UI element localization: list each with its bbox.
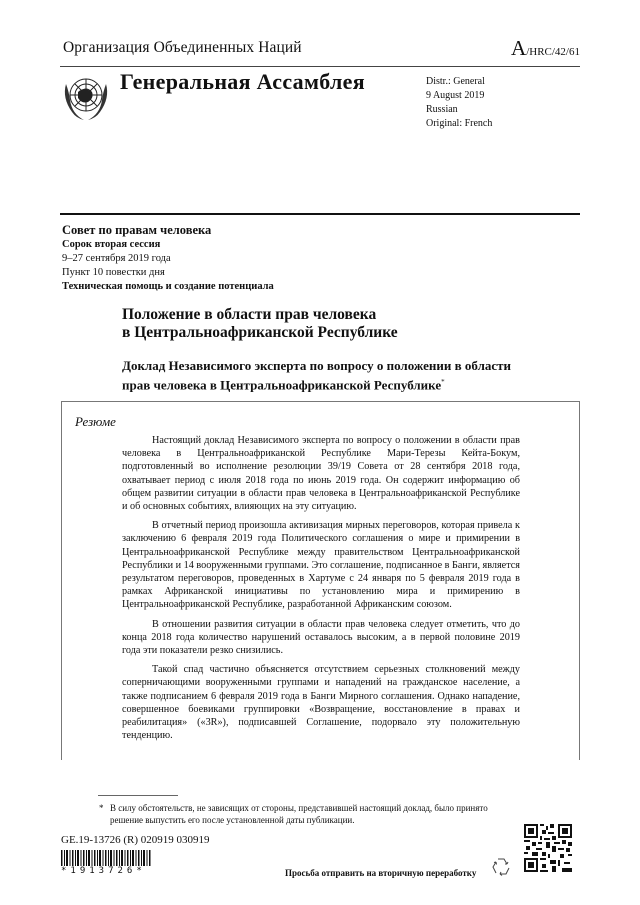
footnote-rule bbox=[98, 795, 178, 796]
council-info bbox=[62, 222, 274, 294]
footnote bbox=[99, 802, 520, 826]
footnote-text: В силу обстоятельств, не зависящих от стороны, представившей настоящий доклад, было принято решение выпустить его после установленной даты публикации. bbox=[110, 803, 488, 825]
section-rule bbox=[60, 213, 580, 215]
agenda-title: Техническая помощь и создание потенциала bbox=[62, 281, 274, 292]
council-name: Совет по правам человека bbox=[62, 223, 212, 237]
language-line: Russian bbox=[426, 104, 458, 115]
summary-paragraph: Такой спад частично объясняется отсутствием серьезных столкновений между соперничающими вооруженными группами и нападений на гражданское население, а также подписанием 6 февраля 2019 года в Банги Мирного соглашения. Однако нападение, совершенное боевиками группировки «Возвращение, восстановление в правах и реабилитация» («3R»), подписавшей Соглашение, подорвало эту положительную тенденцию. bbox=[122, 664, 520, 742]
subtitle-text: Доклад Независимого эксперта по вопросу о положении в области прав человека в Центральноафриканской Республике bbox=[122, 358, 512, 393]
footnote-reference[interactable]: * bbox=[441, 378, 445, 386]
qr-code-icon bbox=[524, 824, 572, 872]
footnote-mark: * bbox=[99, 803, 104, 813]
symbol-letter: A bbox=[511, 36, 527, 60]
report-subtitle bbox=[122, 358, 542, 393]
organization-name: Организация Объединенных Наций bbox=[63, 39, 302, 56]
title-line-1: Положение в области прав человека bbox=[122, 306, 377, 323]
job-number: GE.19-13726 (R) 020919 030919 bbox=[61, 834, 210, 846]
summary-label: Резюме bbox=[75, 414, 116, 429]
barcode-icon bbox=[61, 850, 151, 866]
document-symbol bbox=[511, 36, 580, 61]
session: Сорок вторая сессия bbox=[62, 239, 161, 250]
title-line-2: в Центральноафриканской Республике bbox=[122, 324, 398, 341]
agenda-item: Пункт 10 повестки дня bbox=[62, 267, 165, 278]
barcode-number: *1913726* bbox=[61, 866, 146, 876]
distribution-line: Distr.: General bbox=[426, 76, 485, 87]
body-title: Генеральная Ассамблея bbox=[120, 69, 365, 94]
recycle-notice: Просьба отправить на вторичную переработку bbox=[285, 868, 477, 878]
symbol-code: /HRC/42/61 bbox=[526, 46, 580, 58]
session-dates: 9–27 сентября 2019 года bbox=[62, 253, 171, 264]
summary-paragraph: В отношении развития ситуации в области прав человека следует отметить, что до конца 2018 года количество нарушений оставалось высоким, а в первой половине 2019 года эти показатели резко снизились. bbox=[122, 618, 520, 657]
un-emblem-icon bbox=[60, 70, 112, 126]
distribution-info bbox=[426, 75, 492, 131]
summary-paragraph: Настоящий доклад Независимого эксперта по вопросу о положении в области прав человека в Центральноафриканской Республике Мари-Терезы Кейта-Бокум, подготовленный во исполнение резолюции 39/19 Совета от 28 сентября 2018 года, охватывает период с июля 2018 года по июнь 2019 года. Он содержит информацию об общем развитии ситуации в области прав человека в Центральноафриканской Республике и об основных событиях, влияющих на эту ситуацию. bbox=[122, 435, 520, 513]
recycle-icon bbox=[490, 856, 512, 878]
original-language-line: Original: French bbox=[426, 118, 493, 129]
summary-paragraph: В отчетный период произошла активизация мирных переговоров, которая привела к заключению 6 февраля 2019 года Политического соглашения о мире и примирении в Центральноафриканской Республике между правительством Центральноафриканской Республики и 14 вооруженными группами. Это соглашение, подписанное в Банги, является результатом переговоров, проведенных в Хартуме с 24 января по 5 февраля 2019 года в рамках Африканской инициативы по установлению мира и примирению в Центральноафриканской Республике, разработанной Африканским союзом. bbox=[122, 520, 520, 611]
report-title bbox=[122, 306, 398, 342]
header-rule bbox=[60, 66, 580, 67]
date-line: 9 August 2019 bbox=[426, 90, 485, 101]
summary-text bbox=[122, 434, 520, 748]
